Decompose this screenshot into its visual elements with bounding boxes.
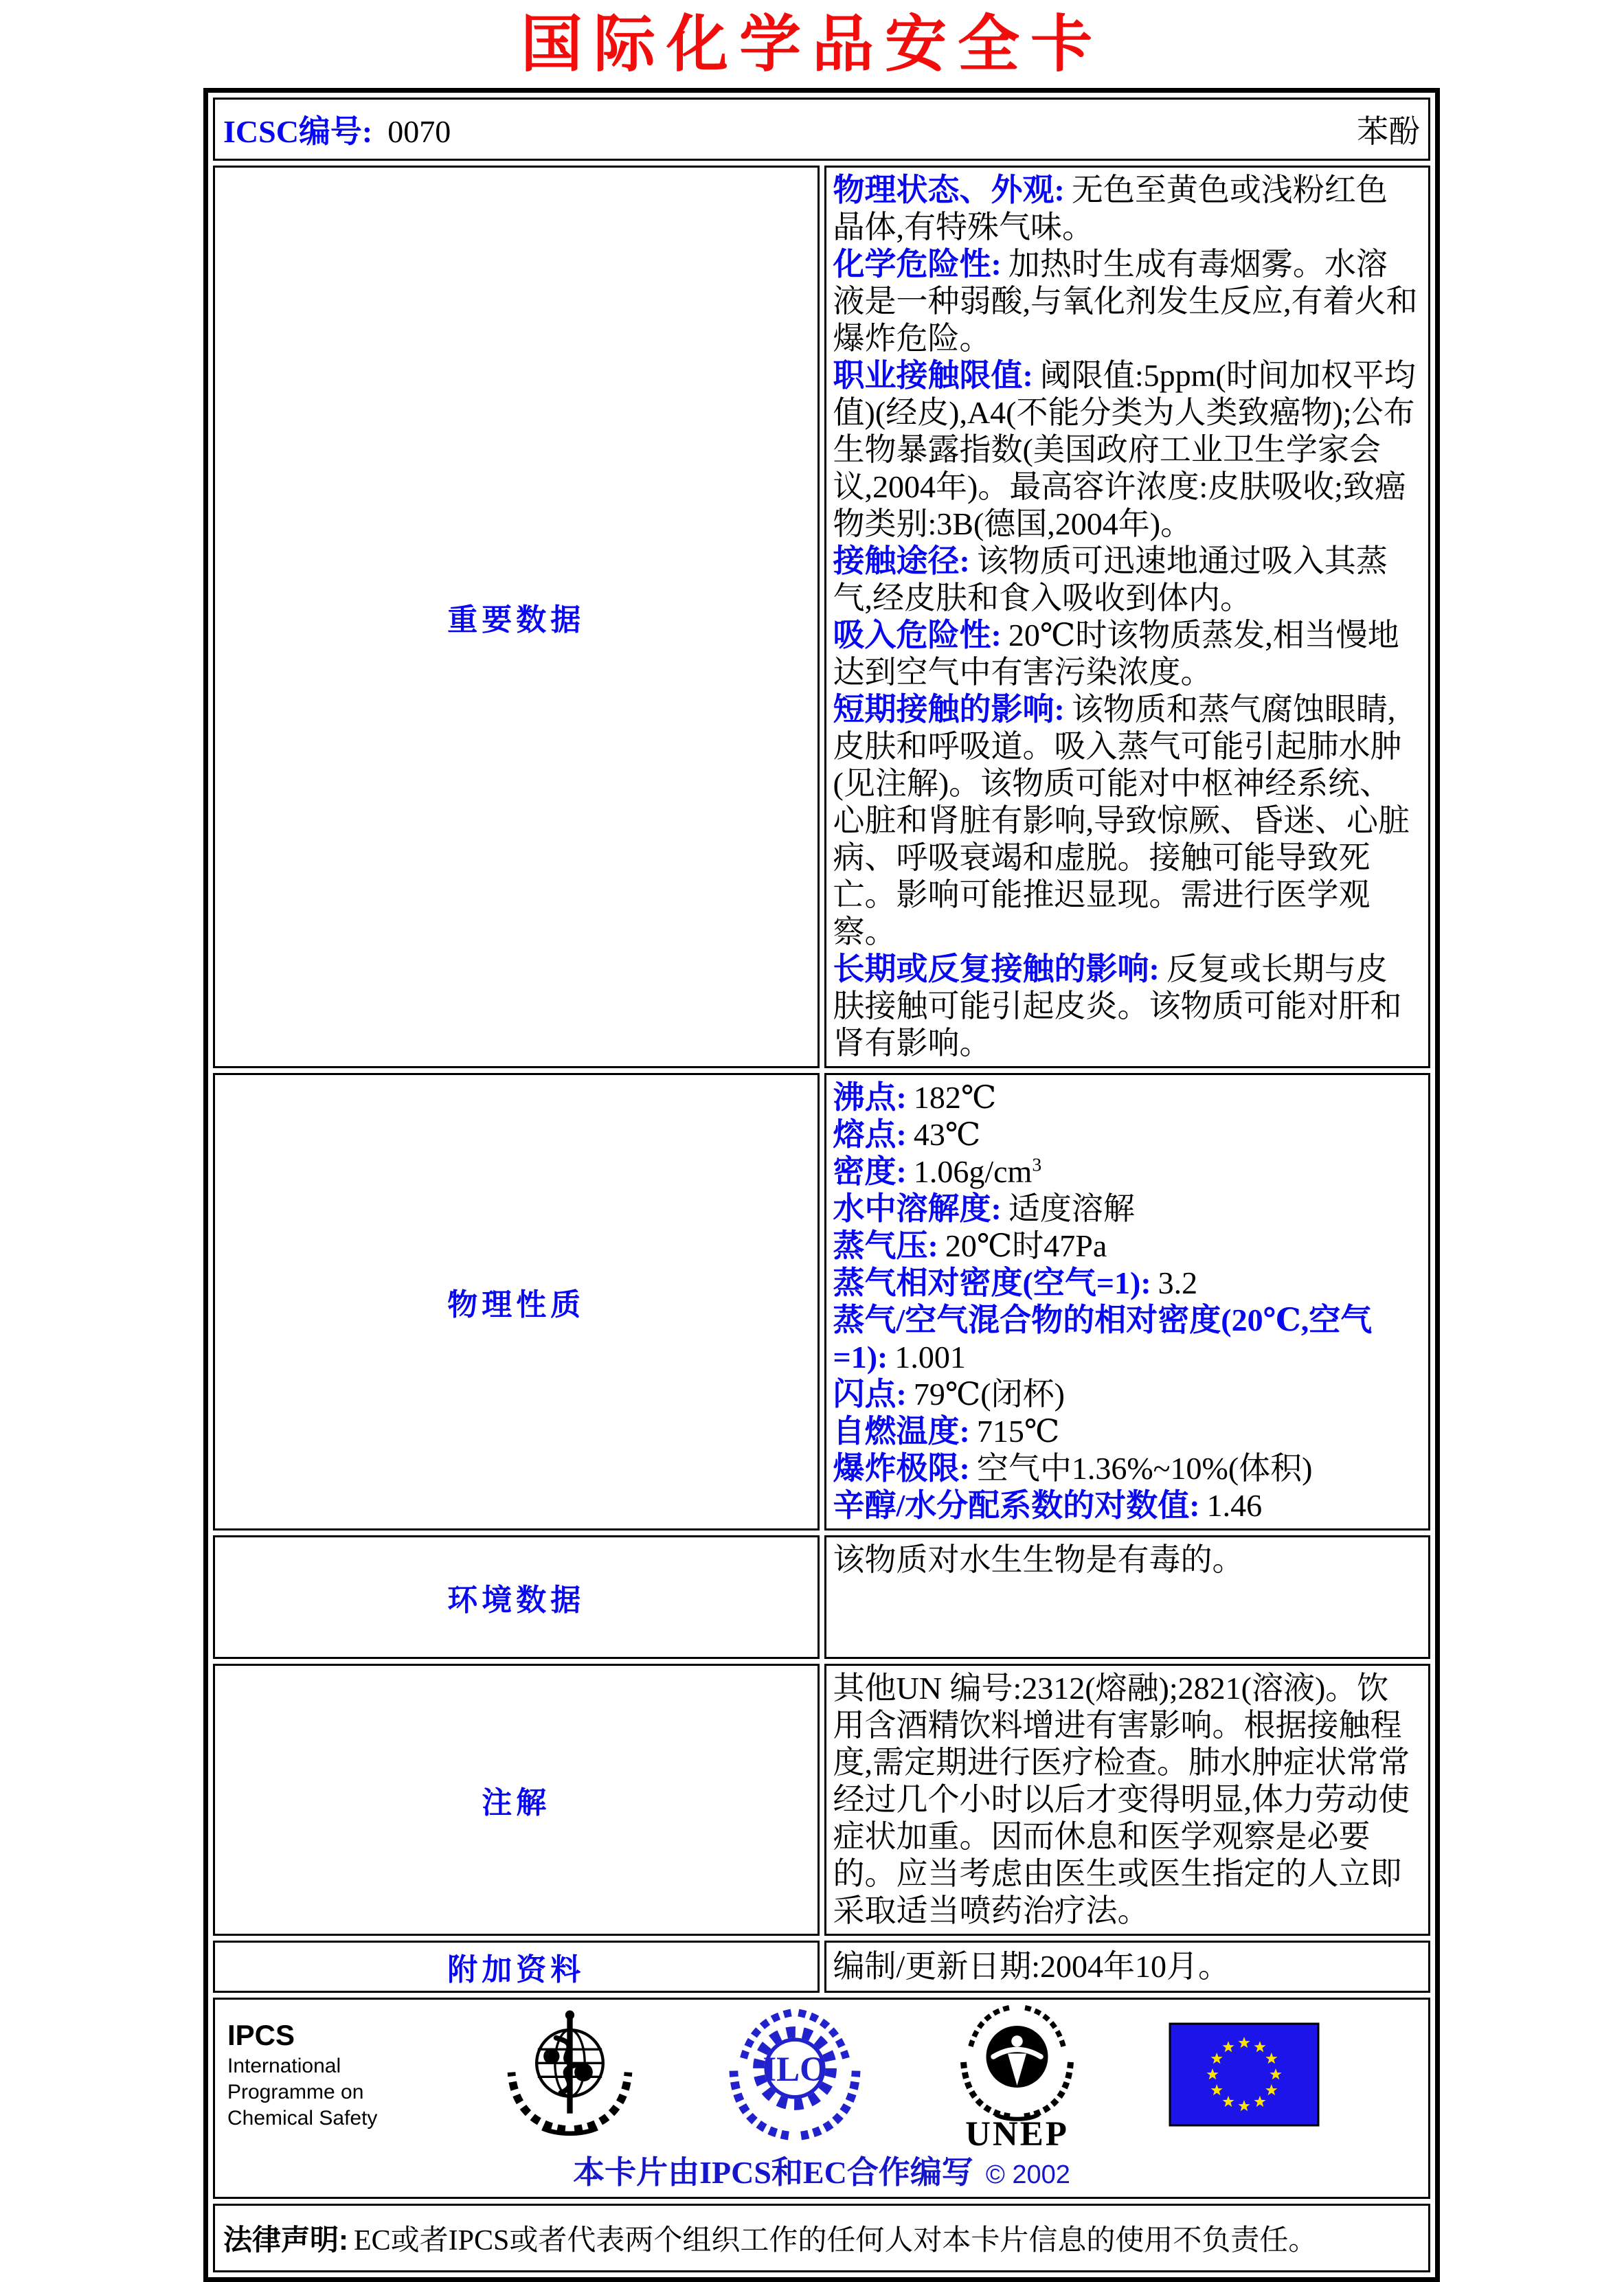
legal-cell xyxy=(213,2204,1430,2272)
logos-cell xyxy=(213,1998,1430,2199)
property-value: 43℃ xyxy=(913,1117,981,1152)
notes-row xyxy=(213,1664,1430,1936)
ipcs-line1: International xyxy=(227,2054,341,2077)
property-value: 适度溶解 xyxy=(1008,1191,1135,1226)
field-label: 吸入危险性: xyxy=(833,618,1002,653)
field-text: 该物质可迅速地通过吸入其蒸气,经皮肤和食入吸收到体内。 xyxy=(833,543,1388,615)
property-value: 1.001 xyxy=(894,1340,966,1375)
header-row xyxy=(213,98,1430,161)
paragraph-occupational-limits xyxy=(833,357,1419,543)
caption-text: 本卡片由IPCS和EC合作编写 xyxy=(573,2155,973,2190)
ilo-monogram: ILO xyxy=(763,2050,827,2089)
row-label-notes: 注解 xyxy=(213,1664,820,1936)
logo-strip xyxy=(215,2002,1428,2154)
property-label: 密度: xyxy=(833,1154,907,1189)
property-partition-coefficient xyxy=(833,1487,1419,1524)
paragraph-chemical-danger xyxy=(833,246,1419,357)
field-label: 长期或反复接触的影响: xyxy=(833,951,1160,986)
row-label-environment: 环境数据 xyxy=(213,1535,820,1659)
icsc-number-group xyxy=(223,106,451,152)
card-caption xyxy=(215,2147,1428,2193)
icsc-number-label: ICSC编号: xyxy=(223,114,373,149)
property-vapor-pressure xyxy=(833,1228,1419,1265)
property-label: 熔点: xyxy=(833,1117,907,1152)
physical-properties-row xyxy=(213,1073,1430,1530)
additional-info-row xyxy=(213,1941,1430,1993)
property-label: 蒸气压: xyxy=(833,1228,938,1263)
property-label: 水中溶解度: xyxy=(833,1191,1002,1226)
property-melting-point xyxy=(833,1116,1419,1153)
unep-wordmark: UNEP xyxy=(965,2115,1069,2154)
property-density xyxy=(833,1153,1419,1190)
property-water-solubility xyxy=(833,1190,1419,1228)
paragraph-exposure-routes xyxy=(833,543,1419,617)
who-icon xyxy=(499,2006,640,2143)
property-value: 20℃时47Pa xyxy=(945,1228,1107,1263)
environment-data-row xyxy=(213,1535,1430,1659)
property-value: 79℃(闭杯) xyxy=(913,1377,1065,1412)
property-vapor-density xyxy=(833,1265,1419,1302)
ilo-icon xyxy=(726,2006,864,2143)
property-flash-point xyxy=(833,1376,1419,1413)
important-data-row xyxy=(213,166,1430,1068)
ipcs-abbr: IPCS xyxy=(227,2018,295,2051)
page-title: 国际化学品安全卡 xyxy=(521,11,1103,79)
property-label: 辛醇/水分配系数的对数值: xyxy=(833,1488,1200,1523)
paragraph-long-term-effects xyxy=(833,951,1419,1062)
property-explosive-limits xyxy=(833,1450,1419,1487)
icsc-number-value: 0070 xyxy=(387,114,451,149)
field-label: 短期接触的影响: xyxy=(833,692,1065,727)
field-label: 职业接触限值: xyxy=(833,358,1033,393)
ipcs-line2: Programme on xyxy=(227,2080,364,2103)
row-label-additional: 附加资料 xyxy=(213,1941,820,1993)
property-label: 爆炸极限: xyxy=(833,1451,970,1486)
legal-row xyxy=(213,2204,1430,2272)
physical-properties-content xyxy=(824,1073,1431,1530)
property-label: 沸点: xyxy=(833,1080,907,1115)
property-value-superscript: 3 xyxy=(1032,1153,1042,1175)
property-label: 闪点: xyxy=(833,1377,907,1412)
field-text: 反复或长期与皮肤接触可能引起皮炎。该物质可能对肝和肾有影响。 xyxy=(833,951,1402,1061)
row-label-important: 重要数据 xyxy=(213,166,820,1068)
field-text: 阈限值:5ppm(时间加权平均值)(经皮),A4(不能分类为人类致癌物);公布生物暴露指数(美国政府工业卫生学家会议,2004年)。最高容许浓度:皮肤吸收;致癌物类别:3B(德国,2004年)。 xyxy=(833,358,1416,541)
property-label: 蒸气相对密度(空气=1): xyxy=(833,1265,1151,1300)
paragraph-inhalation-risk xyxy=(833,617,1419,691)
unep-icon xyxy=(950,1997,1084,2154)
ipcs-text-block xyxy=(227,2018,413,2132)
field-label: 接触途径: xyxy=(833,543,970,578)
important-data-content xyxy=(824,166,1431,1068)
property-boiling-point xyxy=(833,1079,1419,1116)
property-label: 蒸气/空气混合物的相对密度(20℃,空气=1): xyxy=(833,1302,1373,1375)
substance-name: 苯酚 xyxy=(1357,114,1420,149)
property-value: 715℃ xyxy=(976,1414,1060,1449)
copyright-text: © 2002 xyxy=(985,2160,1070,2189)
paragraph-physical-state xyxy=(833,172,1419,246)
property-value: 1.06g/cm xyxy=(913,1154,1033,1189)
field-label: 物理状态、外观: xyxy=(833,172,1065,207)
ipcs-line3: Chemical Safety xyxy=(227,2106,378,2130)
header-cell xyxy=(213,98,1430,161)
property-vapor-air-density xyxy=(833,1302,1419,1376)
field-text: 20℃时该物质蒸发,相当慢地达到空气中有害污染浓度。 xyxy=(833,618,1399,690)
notes-content: 其他UN 编号:2312(熔融);2821(溶液)。饮用含酒精饮料增进有害影响。根据接触程度,需定期进行医疗检查。肺水肿症状常常经过几个小时以后才变得明显,体力劳动使症状加重。因而休息和医学观察是必要的。应当考虑由医生或医生指定的人立即采取适当喷药治疗法。 xyxy=(824,1664,1431,1936)
property-autoignition xyxy=(833,1413,1419,1450)
eu-flag-icon xyxy=(1170,2024,1318,2125)
row-label-physical: 物理性质 xyxy=(213,1073,820,1530)
field-text: 该物质和蒸气腐蚀眼睛,皮肤和呼吸道。吸入蒸气可能引起肺水肿(见注解)。该物质可能对中枢神经系统、心脏和肾脏有影响,导致惊厥、昏迷、心脏病、呼吸衰竭和虚脱。接触可能导致死亡。影响可能推迟显现。需进行医学观察。 xyxy=(833,692,1410,949)
additional-info-content: 编制/更新日期:2004年10月。 xyxy=(824,1941,1431,1993)
property-value: 3.2 xyxy=(1158,1265,1198,1300)
property-label: 自燃温度: xyxy=(833,1414,970,1449)
property-value: 1.46 xyxy=(1206,1488,1263,1523)
legal-label: 法律声明: xyxy=(223,2224,348,2256)
field-text: 无色至黄色或浅粉红色晶体,有特殊气味。 xyxy=(833,172,1388,245)
legal-text: EC或者IPCS或者代表两个组织工作的任何人对本卡片信息的使用不负责任。 xyxy=(354,2225,1318,2257)
environment-data-content: 该物质对水生生物是有毒的。 xyxy=(824,1535,1431,1659)
icsc-table xyxy=(203,88,1440,2282)
field-label: 化学危险性: xyxy=(833,247,1002,282)
field-text: 加热时生成有毒烟雾。水溶液是一种弱酸,与氧化剂发生反应,有着火和爆炸危险。 xyxy=(833,247,1418,356)
paragraph-short-term-effects xyxy=(833,691,1419,951)
property-value: 182℃ xyxy=(913,1080,997,1115)
property-value: 空气中1.36%~10%(体积) xyxy=(976,1451,1313,1486)
logos-row xyxy=(213,1998,1430,2199)
